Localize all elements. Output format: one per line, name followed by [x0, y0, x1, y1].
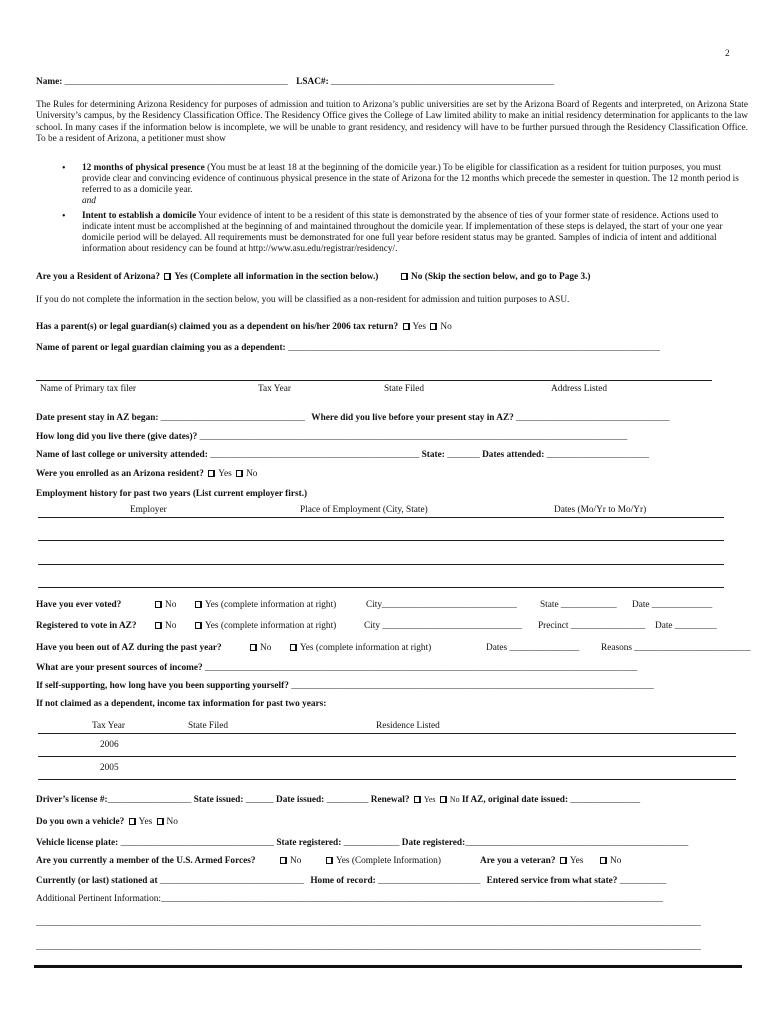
dependent-no-checkbox[interactable] — [430, 323, 437, 330]
dependent-yes-checkbox[interactable] — [403, 323, 410, 330]
employment-header-employer: Employer — [130, 505, 167, 515]
lsac-label: LSAC#: — [296, 77, 329, 87]
vehicle-plate-label: Vehicle license plate: — [36, 838, 119, 848]
name-row — [36, 77, 554, 87]
registered-date-field[interactable]: Date _________ — [655, 621, 717, 631]
income-sources-field[interactable]: _____________________________________________________________________________________________ — [204, 663, 638, 673]
enrolled-no-label: No — [246, 469, 258, 479]
armed-forces-yes-option — [324, 856, 441, 866]
enrolled-row — [36, 469, 257, 479]
vehicle-state-field[interactable]: ____________ — [343, 838, 400, 848]
dates-attended-field[interactable]: ______________________ — [546, 450, 649, 460]
vehicle-yes-checkbox[interactable] — [129, 818, 136, 825]
and-text: and — [82, 196, 96, 206]
income-tax-row-2006-line[interactable] — [38, 756, 736, 757]
registered-precinct-field[interactable]: Precinct ________________ — [538, 621, 646, 631]
how-long-row — [36, 432, 627, 442]
dependent-no-label: No — [440, 322, 452, 332]
income-tax-row-2005-line[interactable] — [38, 779, 736, 780]
college-state-label: State: — [421, 450, 445, 460]
armed-forces-no-checkbox[interactable] — [280, 857, 287, 864]
income-tax-header-line — [38, 733, 736, 734]
lived-before-field[interactable]: _________________________________ — [516, 413, 670, 423]
out-of-az-yes-checkbox[interactable] — [290, 644, 297, 651]
out-of-az-dates-field[interactable]: Dates _______________ — [486, 643, 580, 653]
voted-yes-checkbox[interactable] — [195, 601, 202, 608]
armed-forces-yes-checkbox[interactable] — [326, 857, 333, 864]
license-state-field[interactable]: ______ — [245, 795, 274, 805]
renewal-no-checkbox[interactable] — [440, 796, 447, 803]
original-date-field[interactable]: _______________ — [570, 795, 641, 805]
income-tax-header-year: Tax Year — [92, 721, 125, 731]
drivers-license-label: Driver’s license #: — [36, 795, 108, 805]
registered-yes-option — [193, 621, 336, 631]
resident-yes-checkbox[interactable] — [164, 273, 171, 280]
header-primary-tax-filer: Name of Primary tax filer — [40, 384, 137, 394]
bullet-intent-domicile — [82, 211, 746, 255]
armed-forces-yes-label: Yes (Complete Information) — [336, 856, 441, 866]
renewal-no-label: No — [449, 795, 460, 804]
registered-no-option — [153, 621, 176, 631]
dependent-name-field[interactable]: ________________________________________________________________________________ — [287, 343, 660, 353]
license-date-field[interactable]: _________ — [326, 795, 369, 805]
vehicle-yes-label: Yes — [138, 817, 153, 827]
enrolled-yes-checkbox[interactable] — [208, 470, 215, 477]
self-supporting-row — [36, 681, 654, 691]
income-tax-header-state: State Filed — [188, 721, 229, 731]
stay-began-label: Date present stay in AZ began: — [36, 413, 159, 423]
employment-header-dates: Dates (Mo/Yr to Mo/Yr) — [554, 505, 647, 515]
bullet-2-text: Your evidence of intent to be a resident of this state is demonstrated by the absence of ties of your former state of residence. Actions used to indicate intent must be accomplished at the beginning of and maintained throughout the domicile year. If implementation of these steps is delayed, the start of your one year domicile period will be delayed. All requirements must be demonstrated for one full year before resident status may be granted. Samples of indicia of intent and additional information about residency can be found at http://www.asu.edu/registrar/residency/. — [82, 211, 723, 254]
renewal-label: Renewal? — [370, 795, 410, 805]
employment-header-line — [38, 517, 724, 518]
registered-yes-label: Yes (complete information at right) — [205, 621, 337, 631]
how-long-label: How long did you live there (give dates)? — [36, 432, 198, 442]
stay-began-row — [36, 413, 670, 423]
entered-service-field[interactable]: __________ — [619, 876, 667, 886]
employment-line-3[interactable] — [38, 587, 724, 588]
dependent-row — [36, 322, 452, 332]
registered-city-field[interactable]: City ______________________________ — [364, 621, 522, 631]
last-college-field[interactable]: _____________________________________________ — [210, 450, 420, 460]
out-of-az-yes-label: Yes (complete information at right) — [300, 643, 432, 653]
dependent-question: Has a parent(s) or legal guardian(s) claimed you as a dependent on his/her 2006 tax return? — [36, 322, 399, 332]
license-date-label: Date issued: — [275, 795, 325, 805]
vehicle-plate-row — [36, 838, 688, 848]
header-tax-year: Tax Year — [258, 384, 291, 394]
voted-no-checkbox[interactable] — [155, 601, 162, 608]
voted-yes-option — [193, 600, 336, 610]
page-number: 2 — [725, 49, 730, 59]
nonresident-note: If you do not complete the information in the section below, you will be classified as a non-resident for admission and tuition purposes to ASU. — [36, 295, 570, 305]
vehicle-no-checkbox[interactable] — [157, 818, 164, 825]
armed-forces-no-option — [278, 856, 301, 866]
home-of-record-label: Home of record: — [310, 876, 376, 886]
voted-yes-label: Yes (complete information at right) — [205, 600, 337, 610]
resident-no-label: No (Skip the section below, and go to Page 3.) — [411, 272, 591, 282]
resident-yes-label: Yes (Complete all information in the section below.) — [174, 272, 379, 282]
dates-attended-label: Dates attended: — [482, 450, 545, 460]
vehicle-date-field[interactable]: ________________________________________________ — [465, 838, 689, 848]
out-of-az-no-label: No — [260, 643, 272, 653]
registered-yes-checkbox[interactable] — [195, 622, 202, 629]
license-state-label: State issued: — [193, 795, 244, 805]
own-vehicle-label: Do you own a vehicle? — [36, 817, 125, 827]
dependent-name-label: Name of parent or legal guardian claiming you as a dependent: — [36, 343, 286, 353]
renewal-yes-checkbox[interactable] — [414, 796, 421, 803]
veteran-no-label: No — [610, 856, 622, 866]
veteran-yes-label: Yes — [569, 856, 584, 866]
bullet-physical-presence — [82, 163, 746, 207]
last-college-label: Name of last college or university attended: — [36, 450, 208, 460]
intro-paragraph: The Rules for determining Arizona Residency for purposes of admission and tuition to Arizona’s public universities are set by the Arizona Board of Regents and interpreted, on Arizona State University’s campus, by the Residency Classification Office. The Residency Office gives the College of Law limited ability to make an initial residency determination for applicants to the law school. In many cases if the information below is incomplete, we will be unable to grant residency, and residency will have to be further pursued through the Residency Classification Office. To be a resident of Arizona, a petitioner must show — [36, 100, 748, 145]
veteran-yes-checkbox[interactable] — [560, 857, 567, 864]
home-of-record-field[interactable]: ______________________ — [378, 876, 481, 886]
lsac-field[interactable]: ________________________________________________ — [331, 77, 555, 87]
enrolled-no-checkbox[interactable] — [236, 470, 243, 477]
voted-no-label: No — [165, 600, 177, 610]
enrolled-label: Were you enrolled as an Arizona resident? — [36, 469, 204, 479]
vehicle-date-label: Date registered: — [401, 838, 466, 848]
out-of-az-no-checkbox[interactable] — [250, 644, 257, 651]
bullet-1-title: 12 months of physical presence — [82, 163, 205, 173]
stationed-field[interactable]: _______________________________ — [159, 876, 304, 886]
original-date-label: If AZ, original date issued: — [461, 795, 569, 805]
self-supporting-field[interactable]: ______________________________________________________________________________ — [291, 681, 654, 691]
dependent-name-row — [36, 343, 660, 353]
armed-forces-no-label: No — [290, 856, 302, 866]
drivers-license-field[interactable]: __________________ — [107, 795, 192, 805]
bullet-2-dot: • — [62, 211, 66, 222]
voted-label: Have you ever voted? — [36, 600, 122, 610]
header-address-listed: Address Listed — [551, 384, 608, 394]
employment-line-2[interactable] — [38, 564, 724, 565]
registered-no-checkbox[interactable] — [155, 622, 162, 629]
drivers-license-row — [36, 795, 640, 805]
own-vehicle-row — [36, 817, 178, 827]
bullet-2-title: Intent to establish a domicile — [82, 211, 197, 221]
voted-state-field[interactable]: State ____________ — [540, 600, 617, 610]
voted-no-option — [153, 600, 176, 610]
entered-service-label: Entered service from what state? — [486, 876, 618, 886]
veteran-label: Are you a veteran? — [480, 856, 556, 866]
stationed-row — [36, 876, 666, 886]
additional-info-field[interactable]: ____________________________________________________________________________________________________________ — [160, 894, 663, 904]
self-supporting-label: If self-supporting, how long have you been supporting yourself? — [36, 681, 289, 691]
income-tax-title: If not claimed as a dependent, income tax information for past two years: — [36, 699, 327, 709]
resident-question-row — [36, 272, 591, 282]
additional-info-label: Additional Pertinent Information: — [36, 894, 161, 904]
lived-before-label: Where did you live before your present stay in AZ? — [311, 413, 514, 423]
bottom-rule — [34, 965, 742, 968]
income-sources-label: What are your present sources of income? — [36, 663, 203, 673]
name-field[interactable]: ________________________________________________ — [64, 77, 288, 87]
employment-title: Employment history for past two years (List current employer first.) — [36, 489, 308, 499]
employment-header-place: Place of Employment (City, State) — [300, 505, 428, 515]
dependent-yes-label: Yes — [412, 322, 427, 332]
veteran-row — [480, 856, 621, 866]
additional-info-row — [36, 894, 663, 904]
enrolled-yes-label: Yes — [218, 469, 232, 479]
voted-city-field[interactable]: City_____________________________ — [366, 600, 517, 610]
armed-forces-label: Are you currently a member of the U.S. Armed Forces? — [36, 856, 256, 866]
bullet-1-dot: • — [62, 163, 66, 174]
resident-no-checkbox[interactable] — [401, 273, 408, 280]
vehicle-state-label: State registered: — [276, 838, 342, 848]
veteran-no-checkbox[interactable] — [600, 857, 607, 864]
additional-info-line-3[interactable]: _______________________________________________________________________________________________________________________________________________ — [36, 942, 701, 952]
college-state-field[interactable]: _______ — [447, 450, 480, 460]
out-of-az-no-option — [248, 643, 271, 653]
stationed-label: Currently (or last) stationed at — [36, 876, 158, 886]
voted-date-field[interactable]: Date _____________ — [632, 600, 713, 610]
income-tax-header-residence: Residence Listed — [376, 721, 440, 731]
header-state-filed: State Filed — [384, 384, 425, 394]
income-sources-row — [36, 663, 637, 673]
registered-label: Registered to vote in AZ? — [36, 621, 137, 631]
how-long-field[interactable]: ____________________________________________________________________________________________ — [199, 432, 628, 442]
additional-info-line-2[interactable]: _______________________________________________________________________________________________________________________________________________ — [36, 918, 701, 928]
renewal-yes-label: Yes — [423, 795, 436, 804]
name-label: Name: — [36, 77, 63, 87]
bullet-1-text: (You must be at least 18 at the beginning of the domicile year.) To be eligible for classification as a resident for tuition purposes, you must provide clear and convincing evidence of continuous physical presence in the state of Arizona for the 12 months which precede the semester in question. The 12 month period is referred to as a domicile year. — [82, 163, 739, 195]
registered-no-label: No — [165, 621, 177, 631]
stay-began-field[interactable]: _______________________________ — [160, 413, 305, 423]
out-of-az-yes-option — [288, 643, 431, 653]
employment-line-1[interactable] — [38, 540, 724, 541]
out-of-az-label: Have you been out of AZ during the past year? — [36, 643, 222, 653]
resident-question-label: Are you a Resident of Arizona? — [36, 272, 161, 282]
tax-filer-line[interactable] — [36, 380, 712, 381]
last-college-row — [36, 450, 649, 460]
vehicle-plate-field[interactable]: _________________________________ — [120, 838, 275, 848]
income-tax-year-2006: 2006 — [100, 740, 119, 750]
vehicle-no-label: No — [166, 817, 178, 827]
income-tax-year-2005: 2005 — [100, 763, 119, 773]
out-of-az-reasons-field[interactable]: Reasons _________________________ — [601, 643, 751, 653]
